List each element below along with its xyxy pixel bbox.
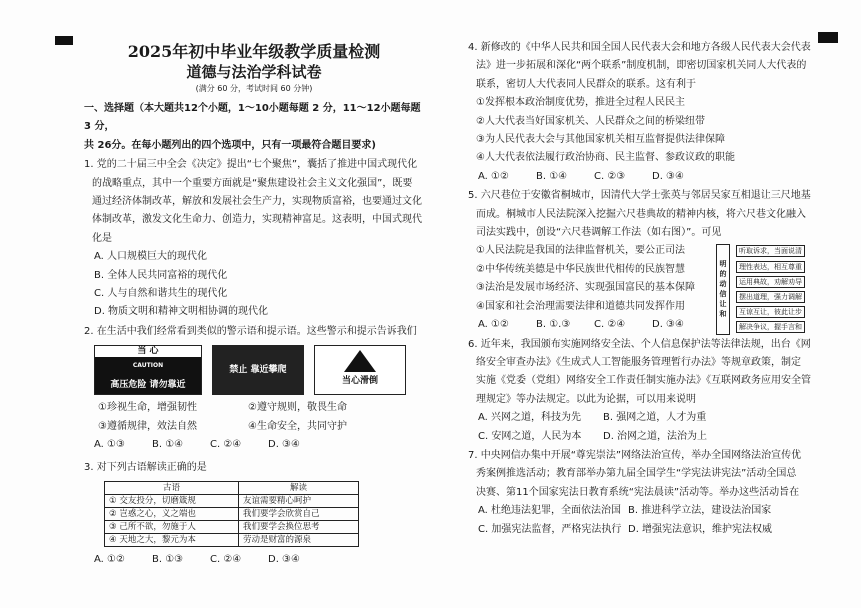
- q3-stem: 3. 对下列古语解读正确的是: [84, 461, 207, 473]
- q1-option-c: C. 人与自然和谐共生的现代化: [94, 288, 228, 300]
- question-4: [468, 39, 818, 186]
- q3-options: [84, 551, 424, 569]
- q5-option-d: D. ③④: [652, 319, 684, 331]
- sign-slippery-text: 当心滑倒: [341, 376, 378, 387]
- proverb-cell: ③ 己所不欲，勿施于人: [105, 520, 239, 533]
- q5-item-2: ②中华传统美德是中华民族世代相传的民族智慧: [476, 263, 685, 275]
- registration-mark-right: [818, 32, 838, 43]
- no-climbing-sign: [212, 345, 304, 395]
- q4-item-4: ④人大代表依法履行政治协商、民主监督、参政议政的职能: [476, 152, 735, 164]
- q4-item-1: ①发挥根本政治制度优势，推进全过程人民民主: [476, 97, 685, 109]
- q5-item-4: ④国家和社会治理需要法律和道德共同发挥作用: [476, 300, 685, 312]
- q1-line: 体制改革，激发文化生命力、创造力，实现精神富足。这表明，中国式现代: [92, 214, 422, 226]
- table-row: [105, 507, 359, 520]
- table-row: [105, 494, 359, 507]
- diagram-step: 解决争议，握手言和: [736, 321, 805, 333]
- q7-option-d: D. 增强宪法意识，维护宪法权威: [628, 523, 773, 535]
- warning-triangle-icon: [344, 350, 376, 372]
- diagram-step: 运用典故，劝解劝导: [736, 276, 805, 288]
- sign-no-climbing-text: 禁止 靠近攀爬: [229, 365, 287, 376]
- q5-line: 而成。桐城市人民法院深入挖掘六尺巷典故的精神内核，将六尺巷文化融入: [476, 208, 806, 220]
- q6-line: 理规定》等办法规定。以此为论据，可以用来说明: [476, 393, 696, 405]
- q5-body: [468, 242, 818, 334]
- q6-option-d: D. 治网之道，法治为上: [603, 430, 708, 442]
- diagram-steps: [736, 244, 805, 334]
- q5-item-3: ③法治是发展市场经济、实现强国富民的基本保障: [476, 282, 695, 294]
- question-1: [84, 156, 424, 322]
- q6-line: 络安全审查办法》《生成式人工智能服务管理暂行办法》等规章政策，制定: [476, 356, 801, 368]
- q4-options: [468, 168, 818, 186]
- table-header-interpretation: 解读: [239, 481, 359, 494]
- q4-option-a: A. ①②: [478, 170, 509, 182]
- q2-item-1: ①珍视生命，增强韧性: [98, 402, 197, 414]
- diagram-step: 听取诉求，当面说清: [736, 245, 805, 257]
- q5-options: [468, 316, 710, 334]
- q6-option-c: C. 安网之道，人民为本: [478, 430, 582, 442]
- q4-line: 4. 新修改的《中华人民共和国全国人民代表大会和地方各级人民代表大会代表: [468, 42, 811, 53]
- q7-options: [468, 521, 818, 539]
- q3-option-c: C. ②④: [210, 553, 242, 565]
- q2-items-row: [84, 418, 424, 436]
- q5-option-c: C. ②④: [594, 319, 626, 331]
- q7-line: 秀案例推选活动；教育部举办第九届全国学生“学宪法讲宪法”活动全国总: [476, 468, 797, 480]
- proverb-cell: ④ 天地之大，黎元为本: [105, 533, 239, 546]
- q2-item-4: ④生命安全，共同守护: [248, 420, 347, 432]
- proverb-cell: ① 交友投分，切磨箴规: [105, 494, 239, 507]
- q4-item-3: ③为人民代表大会与其他国家机关相互监督提供法律保障: [476, 134, 725, 146]
- q5-option-b: B. ①.③: [536, 319, 571, 331]
- q1-line: 的战略重点，其中一个重要方面就是“聚焦建设社会主义文化强国”，既要: [92, 177, 413, 189]
- sign-caution-label: 当 心: [95, 346, 201, 357]
- left-column: [84, 38, 424, 569]
- q1-option-b: B. 全体人民共同富裕的现代化: [94, 269, 228, 281]
- q2-options: [84, 436, 424, 454]
- q6-option-a: A. 兴网之道，科技为先: [478, 412, 582, 424]
- question-7: [468, 447, 818, 539]
- right-column: [468, 38, 818, 539]
- proverb-table: [104, 481, 359, 547]
- q4-option-d: D. ③④: [652, 170, 684, 182]
- interpretation-cell: 我们要学会欣赏自己: [239, 507, 359, 520]
- q5-line: 司法实践中，创设“六尺巷调解工作法（如右图）”。可见: [476, 227, 722, 239]
- q5-option-a: A. ①②: [478, 319, 509, 331]
- mediation-method-diagram: [716, 244, 818, 334]
- question-5: [468, 187, 818, 334]
- exam-note: (满分 60 分，考试时间 60 分钟): [195, 84, 313, 93]
- q6-option-b: B. 强网之道，人才为重: [603, 412, 707, 424]
- q2-option-d: D. ③④: [268, 439, 300, 451]
- diagram-step: 理性表达，相互尊重: [736, 261, 805, 273]
- interpretation-cell: 我们要学会换位思考: [239, 520, 359, 533]
- table-header-proverb: 古语: [105, 481, 239, 494]
- q1-line: 1. 党的二十届三中全会《决定》提出“七个聚焦”，囊括了推进中国式现代化: [84, 159, 418, 171]
- proverb-cell: ② 岂惑之心，义之端也: [105, 507, 239, 520]
- q7-line: 7. 中央网信办集中开展“尊宪崇法”网络法治宣传，举办全国网络法治宣传优: [468, 449, 802, 461]
- q6-line: 6. 近年来，我国颁布实施网络安全法、个人信息保护法等法律法规，出台《网: [468, 338, 811, 350]
- interpretation-cell: 劳动是财富的源泉: [239, 533, 359, 546]
- diagram-step: 互谅互让，彼此让步: [736, 306, 805, 318]
- q4-option-c: C. ②③: [594, 170, 626, 182]
- q3-option-d: D. ③④: [268, 553, 300, 565]
- q2-option-c: C. ②④: [210, 439, 242, 451]
- q4-item-2: ②人大代表当好国家机关、人民群众之间的桥梁纽带: [476, 115, 705, 127]
- diagram-head: 明 的 动 信 让 和: [716, 244, 730, 334]
- q2-item-2: ②遵守规则，敬畏生命: [248, 402, 347, 414]
- q1-option-d: D. 物质文明和精神文明相协调的现代化: [94, 306, 269, 318]
- q7-line: 决赛、第11个国家宪法日教育系统“宪法晨读”活动等。举办这些活动旨在: [476, 486, 800, 498]
- q4-line: 联系，密切人大代表同人民群众的联系。这有利于: [476, 78, 696, 90]
- q5-items: [468, 242, 710, 334]
- registration-mark-left: [55, 36, 73, 45]
- q7-options: [468, 502, 818, 520]
- q3-option-a: A. ①②: [94, 553, 125, 565]
- q7-option-b: B. 推进科学立法，建设法治国家: [628, 505, 772, 517]
- diagram-step: 摆出道理，强力调解: [736, 291, 805, 303]
- q4-option-b: B. ①④: [536, 170, 568, 182]
- section-heading: 一、选择题（本大题共12个小题，1～10小题每题 2 分，11～12小题每题 3 分，: [84, 103, 421, 133]
- q5-item-1: ①人民法院是我国的法律监督机关，要公正司法: [476, 245, 685, 257]
- table-header-row: [105, 481, 359, 494]
- q7-option-a: A. 杜绝违法犯罪，全面依法治国: [478, 505, 622, 517]
- table-row: [105, 533, 359, 546]
- q1-line: 化是: [92, 232, 112, 244]
- section-heading-2: 共 26分。在每小题列出的四个选项中，只有一项最符合题目要求): [84, 139, 376, 151]
- q2-stem: 2. 在生活中我们经常看到类似的警示语和提示语。这些警示和提示告诉我们: [84, 325, 417, 337]
- q5-line: 5. 六尺巷位于安徽省桐城市，因清代大学士张英与邻居吴家互相退让三尺地基: [468, 190, 811, 202]
- q2-option-a: A. ①③: [94, 439, 125, 451]
- q6-options: [468, 409, 818, 427]
- exam-subtitle: 道德与法治学科试卷: [186, 63, 322, 81]
- table-row: [105, 520, 359, 533]
- sign-caution-en: CAUTION: [132, 362, 164, 370]
- q2-option-b: B. ①④: [152, 439, 184, 451]
- q2-item-3: ③遵循规律，效法自然: [98, 420, 197, 432]
- q6-line: 实施《党委（党组）网络安全工作责任制实施办法》《互联网政务应用安全管: [476, 375, 811, 387]
- warning-signs: [94, 345, 424, 395]
- q6-options: [468, 428, 818, 446]
- q7-option-c: C. 加强宪法监督，严格宪法执行: [478, 523, 622, 535]
- q3-option-b: B. ①③: [152, 553, 184, 565]
- caution-high-voltage-sign: [94, 345, 202, 395]
- slippery-floor-sign: [314, 345, 406, 395]
- question-6: [468, 336, 818, 446]
- question-3: [84, 459, 424, 570]
- question-2: [84, 323, 424, 455]
- q2-items-row: [84, 399, 424, 417]
- sign-high-voltage-text: 高压危险 请勿靠近: [110, 379, 186, 390]
- exam-title: 2025年初中毕业年级教学质量检测: [127, 42, 381, 61]
- q1-line: 通过经济体制改革，解放和发展社会生产力，实现物质富裕，也要通过文化: [92, 196, 422, 208]
- q4-line: 法》进一步拓展和深化“两个联系”制度机制，即密切国家机关同人大代表的: [476, 60, 807, 72]
- q1-option-a: A. 人口规模巨大的现代化: [94, 251, 208, 263]
- interpretation-cell: 友谊需要精心呵护: [239, 494, 359, 507]
